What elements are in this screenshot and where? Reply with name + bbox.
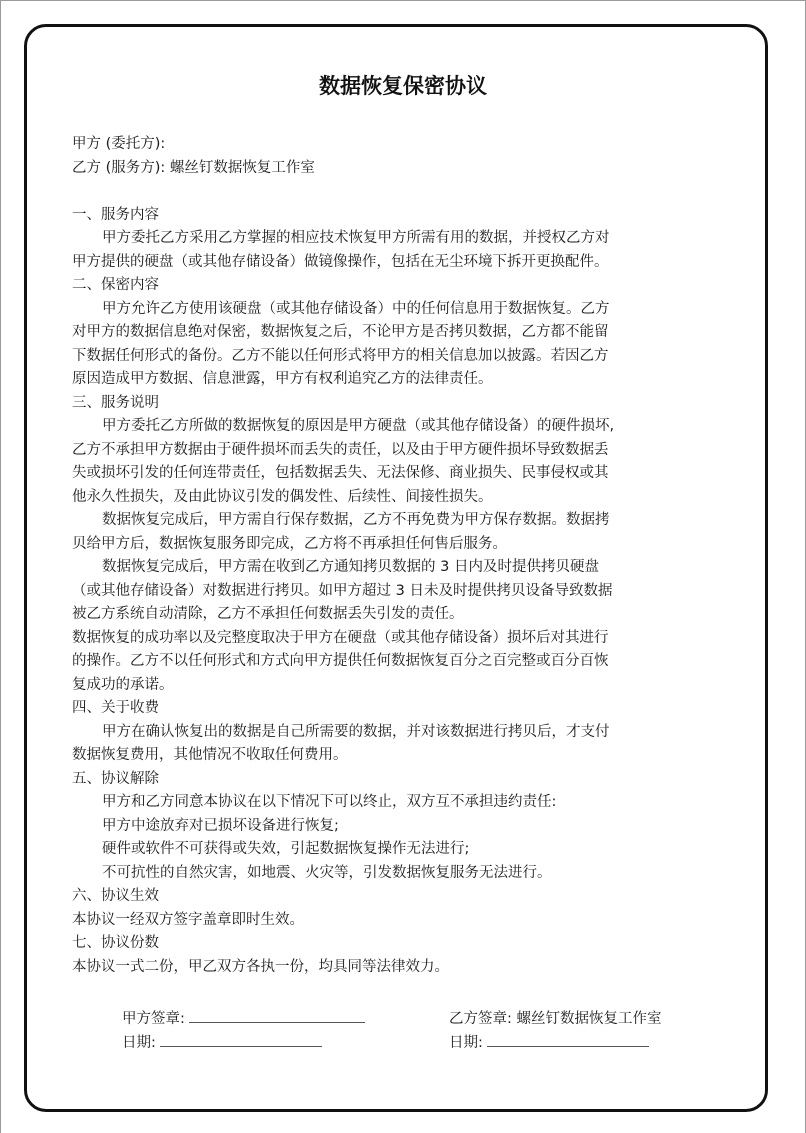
party-b-name: 螺丝钉数据恢复工作室 <box>169 159 315 176</box>
paragraph-line: 失或损坏引发的任何连带责任，包括数据丢失、无法保修、商业损失、民事侵权或其 <box>72 465 609 481</box>
paragraph-line: 甲方提供的硬盘（或其他存储设备）做镜像操作，包括在无尘环境下拆开更换配件。 <box>72 253 609 270</box>
paragraph-line: 数据恢复完成后，甲方需在收到乙方通知拷贝数据的 3 日内及时提供拷贝硬盘 <box>102 559 599 575</box>
section-heading-copies: 七、协议份数 <box>72 935 159 951</box>
paragraph-line: 原因造成甲方数据、信息泄露，甲方有权利追究乙方的法律责任。 <box>72 371 493 387</box>
party-a-date-line <box>160 1032 322 1047</box>
paragraph-line: 硬件或软件不可获得或失效，引起数据恢复操作无法进行; <box>102 841 470 857</box>
party-b-label: 乙方 (服务方): <box>72 159 166 176</box>
paragraph-line: 的操作。乙方不以任何形式和方式向甲方提供任何数据恢复百分之百完整或百分百恢 <box>72 653 609 669</box>
section-heading-service: 一、服务内容 <box>72 206 159 223</box>
party-b-signature-block <box>449 1007 662 1055</box>
paragraph-line: 贝给甲方后，数据恢复服务即完成，乙方将不再承担任何售后服务。 <box>72 535 507 552</box>
party-a-line: 甲方 (委托方): <box>72 136 166 152</box>
section-heading-service-notes: 三、服务说明 <box>72 394 159 411</box>
document-body <box>72 133 708 979</box>
paragraph-line: 甲方在确认恢复出的数据是自己所需要的数据，并对该数据进行拷贝后，才支付 <box>102 723 610 740</box>
paragraph-line: 本协议一式二份，甲乙双方各执一份，均具同等法律效力。 <box>72 958 449 975</box>
paragraph-line: 被乙方系统自动清除，乙方不承担任何数据丢失引发的责任。 <box>72 606 464 622</box>
section-heading-effect: 六、协议生效 <box>72 888 159 904</box>
party-a-signature-block <box>122 1007 365 1055</box>
party-b-sign-label: 乙方签章: <box>449 1011 512 1027</box>
paragraph-line: 复成功的承诺。 <box>72 676 174 693</box>
document-title: 数据恢复保密协议 <box>319 74 487 98</box>
party-a-sign-line <box>189 1008 365 1023</box>
paragraph-line: 甲方和乙方同意本协议在以下情况下可以终止，双方互不承担违约责任: <box>102 794 557 810</box>
party-b-date-label: 日期: <box>449 1035 483 1051</box>
paragraph-line: 数据恢复的成功率以及完整度取决于甲方在硬盘（或其他存储设备）损坏后对其进行 <box>72 629 609 646</box>
section-heading-confidentiality: 二、保密内容 <box>72 277 159 293</box>
section-heading-termination: 五、协议解除 <box>72 770 159 787</box>
paragraph-line: 甲方允许乙方使用该硬盘（或其他存储设备）中的任何信息用于数据恢复。乙方 <box>102 300 610 317</box>
paragraph-line: 乙方不承担甲方数据由于硬件损坏而丢失的责任，以及由于甲方硬件损坏导致数据丢 <box>72 441 609 458</box>
paragraph-line: （或其他存储设备）对数据进行拷贝。如甲方超过 3 日未及时提供拷贝设备导致数据 <box>72 582 613 599</box>
party-a-date-label: 日期: <box>122 1035 156 1051</box>
paragraph-line: 本协议一经双方签字盖章即时生效。 <box>72 911 304 928</box>
paragraph-line: 下数据任何形式的备份。乙方不能以任何形式将甲方的相关信息加以披露。若因乙方 <box>72 347 609 364</box>
party-b-sign-name: 螺丝钉数据恢复工作室 <box>516 1011 662 1027</box>
paragraph-line: 对甲方的数据信息绝对保密，数据恢复之后，不论甲方是否拷贝数据，乙方都不能留 <box>72 324 609 340</box>
paragraph-line: 数据恢复完成后，甲方需自行保存数据，乙方不再免费为甲方保存数据。数据拷 <box>102 512 610 528</box>
party-a-sign-label: 甲方签章: <box>122 1011 185 1027</box>
paragraph-line: 不可抗性的自然灾害，如地震、火灾等，引发数据恢复服务无法进行。 <box>102 864 552 881</box>
paragraph-line: 数据恢复费用，其他情况不收取任何费用。 <box>72 747 348 763</box>
party-b-line <box>72 157 708 181</box>
paragraph-line: 甲方委托乙方所做的数据恢复的原因是甲方硬盘（或其他存储设备）的硬件损坏, <box>102 418 615 434</box>
paragraph-line: 他永久性损失，及由此协议引发的偶发性、后续性、间接性损失。 <box>72 488 493 505</box>
section-heading-fees: 四、关于收费 <box>72 700 159 716</box>
party-b-date-line <box>487 1032 649 1047</box>
paragraph-line: 甲方中途放弃对已损坏设备进行恢复; <box>102 817 339 834</box>
paragraph-line: 甲方委托乙方采用乙方掌握的相应技术恢复甲方所需有用的数据，并授权乙方对 <box>102 230 610 246</box>
